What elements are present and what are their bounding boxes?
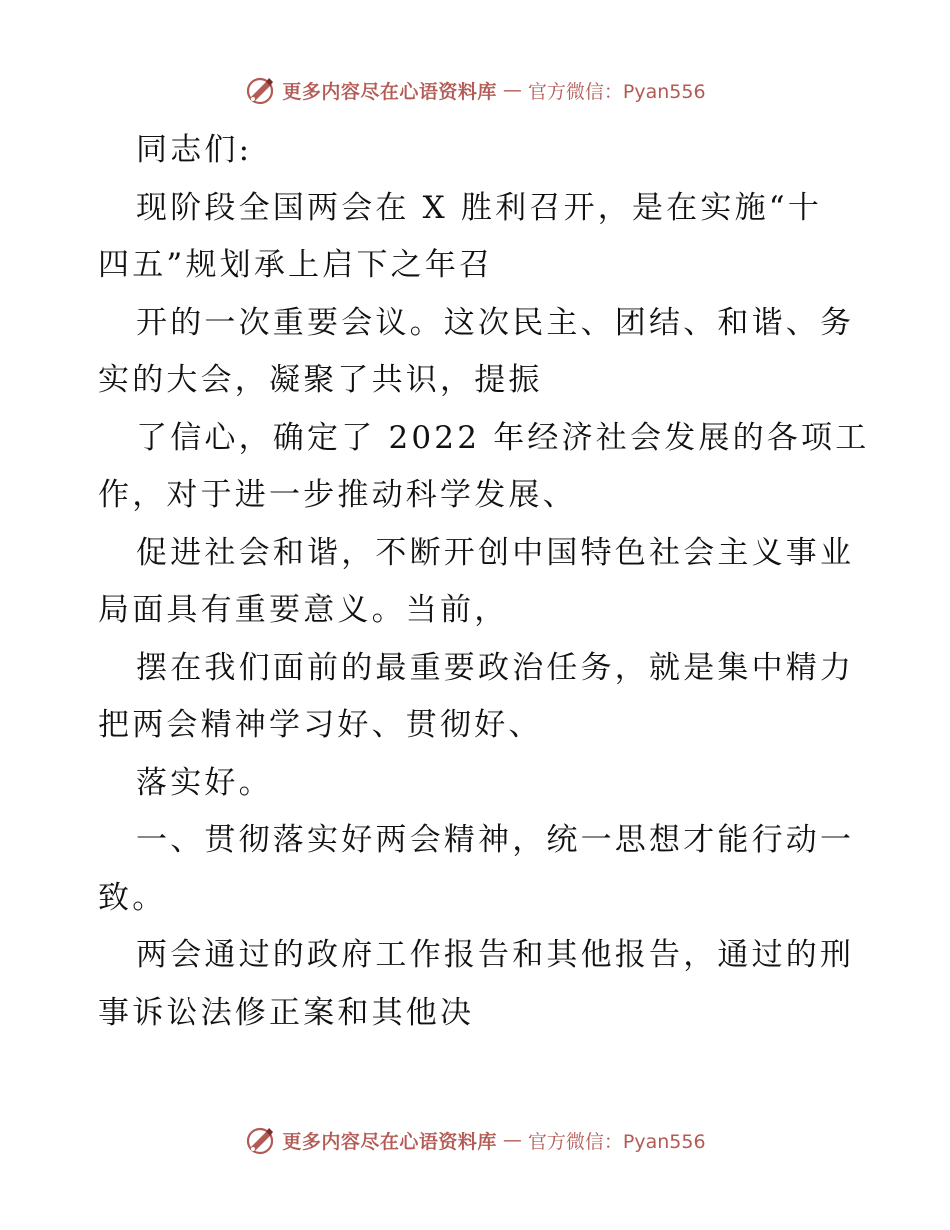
watermark-text: 更多内容尽在心语资料库 [282, 80, 497, 103]
watermark-wechat: 官方微信：Pyan556 [527, 80, 706, 103]
document-line: 四五”规划承上启下之年召 [98, 247, 494, 283]
pen-circle-logo-icon [244, 74, 276, 106]
footer-watermark [0, 1120, 950, 1160]
document-body [98, 122, 870, 1042]
document-line: 实的大会，凝聚了共识，提振 [98, 362, 543, 398]
pen-circle-logo-icon [244, 1124, 276, 1156]
header-watermark [0, 70, 950, 110]
document-line: 致。 [98, 879, 167, 916]
document-line: 局面具有重要意义。当前， [98, 592, 509, 628]
document-line: 落实好。 [136, 764, 273, 801]
watermark-wechat: 官方微信：Pyan556 [527, 1130, 706, 1153]
document-line: 开的一次重要会议。这次民主、团结、和谐、务 [136, 304, 855, 341]
document-line: 了信心，确定了 2022 年经济社会发展的各项工 [136, 419, 870, 456]
document-line: 促进社会和谐，不断开创中国特色社会主义事业 [136, 534, 855, 571]
watermark-dash: — [502, 79, 522, 101]
document-line: 一、贯彻落实好两会精神，统一思想才能行动一 [136, 822, 855, 858]
document-line: 摆在我们面前的最重要政治任务，就是集中精力 [136, 649, 855, 686]
document-line: 现阶段全国两会在 X 胜利召开，是在实施“十 [136, 189, 823, 226]
document-line: 作，对于进一步推动科学发展、 [98, 477, 577, 513]
document-line: 事诉讼法修正案和其他决 [98, 994, 475, 1031]
document-line: 两会通过的政府工作报告和其他报告，通过的刑 [136, 937, 855, 973]
watermark-dash: — [502, 1129, 522, 1151]
watermark-text: 更多内容尽在心语资料库 [282, 1130, 497, 1153]
document-line: 把两会精神学习好、贯彻好、 [98, 707, 543, 743]
document-line: 同志们: [136, 132, 253, 168]
